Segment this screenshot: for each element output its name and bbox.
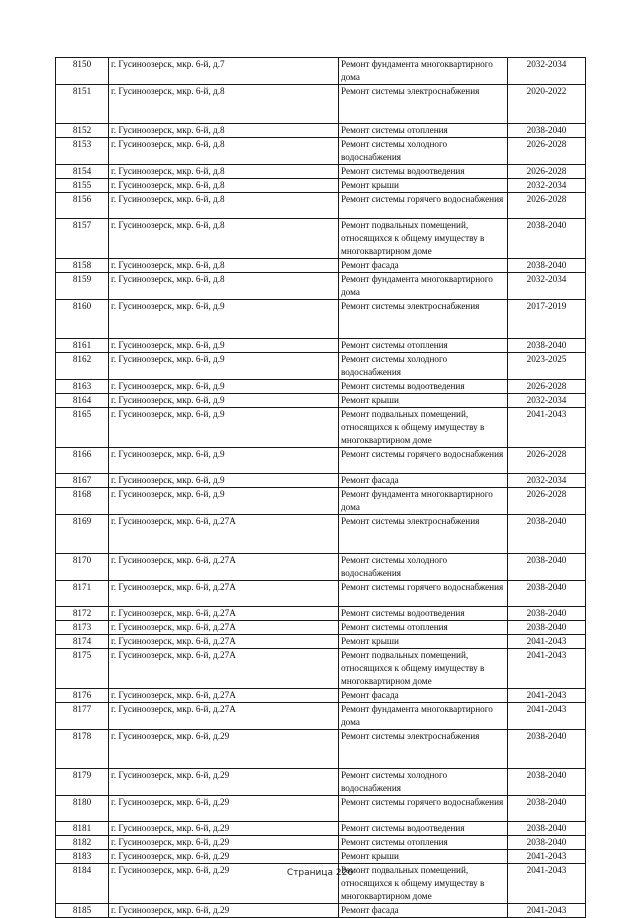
row-period: 2038-2040: [508, 124, 586, 138]
row-address: г. Гусиноозерск, мкр. 6-й, д.8: [109, 165, 339, 179]
row-address: г. Гусиноозерск, мкр. 6-й, д.9: [109, 448, 339, 474]
row-address: г. Гусиноозерск, мкр. 6-й, д.29: [109, 836, 339, 850]
row-address: г. Гусиноозерск, мкр. 6-й, д.8: [109, 259, 339, 273]
row-period: 2032-2034: [508, 474, 586, 488]
row-period: 2038-2040: [508, 339, 586, 353]
row-period: 2026-2028: [508, 165, 586, 179]
row-work-type: Ремонт системы холодного водоснабжения: [339, 353, 508, 380]
row-work-type: Ремонт системы горячего водоснабжения: [339, 581, 508, 607]
row-work-type: Ремонт системы холодного водоснабжения: [339, 769, 508, 796]
row-period: 2026-2028: [508, 138, 586, 165]
row-period: 2026-2028: [508, 448, 586, 474]
table-row: [56, 259, 586, 273]
row-period: 2038-2040: [508, 730, 586, 769]
row-work-type: Ремонт системы горячего водоснабжения: [339, 193, 508, 219]
row-address: г. Гусиноозерск, мкр. 6-й, д.9: [109, 353, 339, 380]
row-number: 8166: [56, 448, 109, 474]
row-number: 8171: [56, 581, 109, 607]
row-number: 8156: [56, 193, 109, 219]
row-work-type: Ремонт фундамента многоквартирного дома: [339, 488, 508, 515]
row-work-type: Ремонт подвальных помещений, относящихся к общему имуществу в многоквартирном доме: [339, 864, 508, 904]
row-period: 2041-2043: [508, 649, 586, 689]
row-work-type: Ремонт фасада: [339, 689, 508, 703]
row-number: 8168: [56, 488, 109, 515]
row-number: 8169: [56, 515, 109, 554]
row-address: г. Гусиноозерск, мкр. 6-й, д.29: [109, 769, 339, 796]
row-address: г. Гусиноозерск, мкр. 6-й, д.8: [109, 124, 339, 138]
row-number: 8165: [56, 408, 109, 448]
row-work-type: Ремонт системы отопления: [339, 621, 508, 635]
row-number: 8155: [56, 179, 109, 193]
row-number: 8153: [56, 138, 109, 165]
row-number: 8167: [56, 474, 109, 488]
row-address: г. Гусиноозерск, мкр. 6-й, д.27А: [109, 635, 339, 649]
row-period: 2041-2043: [508, 408, 586, 448]
row-address: г. Гусиноозерск, мкр. 6-й, д.27А: [109, 689, 339, 703]
table-row: [56, 769, 586, 796]
row-address: г. Гусиноозерск, мкр. 6-й, д.9: [109, 408, 339, 448]
row-work-type: Ремонт фасада: [339, 474, 508, 488]
row-number: 8163: [56, 380, 109, 394]
table-row: [56, 353, 586, 380]
table-row: [56, 649, 586, 689]
row-address: г. Гусиноозерск, мкр. 6-й, д.27А: [109, 515, 339, 554]
row-period: 2041-2043: [508, 635, 586, 649]
document-page: [55, 57, 585, 918]
table-row: [56, 850, 586, 864]
row-number: 8173: [56, 621, 109, 635]
row-period: 2041-2043: [508, 689, 586, 703]
row-number: 8162: [56, 353, 109, 380]
row-number: 8158: [56, 259, 109, 273]
table-row: [56, 124, 586, 138]
row-work-type: Ремонт системы горячего водоснабжения: [339, 796, 508, 822]
row-work-type: Ремонт системы электроснабжения: [339, 300, 508, 339]
row-work-type: Ремонт системы водоотведения: [339, 380, 508, 394]
row-period: 2038-2040: [508, 259, 586, 273]
row-address: г. Гусиноозерск, мкр. 6-й, д.29: [109, 822, 339, 836]
row-number: 8164: [56, 394, 109, 408]
table-row: [56, 581, 586, 607]
row-number: 8176: [56, 689, 109, 703]
row-number: 8178: [56, 730, 109, 769]
row-period: 2023-2025: [508, 353, 586, 380]
row-work-type: Ремонт системы отопления: [339, 124, 508, 138]
row-period: 2041-2043: [508, 703, 586, 730]
row-number: 8161: [56, 339, 109, 353]
row-address: г. Гусиноозерск, мкр. 6-й, д.8: [109, 193, 339, 219]
row-period: 2032-2034: [508, 58, 586, 85]
row-period: 2038-2040: [508, 621, 586, 635]
row-address: г. Гусиноозерск, мкр. 6-й, д.27А: [109, 607, 339, 621]
row-number: 8184: [56, 864, 109, 904]
row-number: 8150: [56, 58, 109, 85]
table-row: [56, 554, 586, 581]
row-address: г. Гусиноозерск, мкр. 6-й, д.8: [109, 138, 339, 165]
row-address: г. Гусиноозерск, мкр. 6-й, д.9: [109, 474, 339, 488]
table-row: [56, 474, 586, 488]
table-row: [56, 193, 586, 219]
table-row: [56, 179, 586, 193]
row-number: 8159: [56, 273, 109, 300]
row-number: 8179: [56, 769, 109, 796]
row-address: г. Гусиноозерск, мкр. 6-й, д.27А: [109, 554, 339, 581]
row-period: 2026-2028: [508, 380, 586, 394]
row-number: 8170: [56, 554, 109, 581]
table-row: [56, 488, 586, 515]
row-address: г. Гусиноозерск, мкр. 6-й, д.9: [109, 394, 339, 408]
row-work-type: Ремонт системы электроснабжения: [339, 85, 508, 124]
table-row: [56, 165, 586, 179]
table-row: [56, 822, 586, 836]
row-work-type: Ремонт системы холодного водоснабжения: [339, 554, 508, 581]
row-work-type: Ремонт крыши: [339, 394, 508, 408]
row-work-type: Ремонт системы горячего водоснабжения: [339, 448, 508, 474]
row-number: 8174: [56, 635, 109, 649]
row-number: 8183: [56, 850, 109, 864]
row-work-type: Ремонт системы водоотведения: [339, 607, 508, 621]
row-period: 2041-2043: [508, 850, 586, 864]
table-row: [56, 621, 586, 635]
row-address: г. Гусиноозерск, мкр. 6-й, д.27А: [109, 703, 339, 730]
row-work-type: Ремонт фундамента многоквартирного дома: [339, 703, 508, 730]
row-work-type: Ремонт подвальных помещений, относящихся к общему имуществу в многоквартирном доме: [339, 649, 508, 689]
row-number: 8151: [56, 85, 109, 124]
table-row: [56, 394, 586, 408]
row-work-type: Ремонт крыши: [339, 179, 508, 193]
table-row: [56, 836, 586, 850]
row-period: 2020-2022: [508, 85, 586, 124]
row-number: 8152: [56, 124, 109, 138]
row-address: г. Гусиноозерск, мкр. 6-й, д.29: [109, 864, 339, 904]
row-address: г. Гусиноозерск, мкр. 6-й, д.27А: [109, 581, 339, 607]
table-row: [56, 85, 586, 124]
table-row: [56, 515, 586, 554]
row-period: 2038-2040: [508, 822, 586, 836]
row-period: 2026-2028: [508, 488, 586, 515]
table-row: [56, 689, 586, 703]
row-work-type: Ремонт системы отопления: [339, 836, 508, 850]
table-row: [56, 703, 586, 730]
row-address: г. Гусиноозерск, мкр. 6-й, д.27А: [109, 621, 339, 635]
row-work-type: Ремонт системы электроснабжения: [339, 730, 508, 769]
row-number: 8154: [56, 165, 109, 179]
row-work-type: Ремонт фундамента многоквартирного дома: [339, 58, 508, 85]
row-address: г. Гусиноозерск, мкр. 6-й, д.9: [109, 380, 339, 394]
row-number: 8182: [56, 836, 109, 850]
row-work-type: Ремонт крыши: [339, 850, 508, 864]
row-work-type: Ремонт системы водоотведения: [339, 165, 508, 179]
row-period: 2032-2034: [508, 179, 586, 193]
row-period: 2038-2040: [508, 554, 586, 581]
row-address: г. Гусиноозерск, мкр. 6-й, д.9: [109, 488, 339, 515]
row-work-type: Ремонт фасада: [339, 904, 508, 918]
row-address: г. Гусиноозерск, мкр. 6-й, д.29: [109, 730, 339, 769]
row-work-type: Ремонт подвальных помещений, относящихся к общему имуществу в многоквартирном доме: [339, 219, 508, 259]
row-period: 2038-2040: [508, 581, 586, 607]
table-row: [56, 339, 586, 353]
row-period: 2026-2028: [508, 193, 586, 219]
table-row: [56, 730, 586, 769]
capital-repair-table: [55, 57, 586, 918]
row-address: г. Гусиноозерск, мкр. 6-й, д.8: [109, 179, 339, 193]
row-period: 2038-2040: [508, 515, 586, 554]
row-number: 8185: [56, 904, 109, 918]
row-period: 2038-2040: [508, 607, 586, 621]
row-address: г. Гусиноозерск, мкр. 6-й, д.29: [109, 796, 339, 822]
row-period: 2032-2034: [508, 273, 586, 300]
row-period: 2041-2043: [508, 904, 586, 918]
page-number: Страница 226: [286, 868, 354, 878]
row-work-type: Ремонт системы холодного водоснабжения: [339, 138, 508, 165]
row-work-type: Ремонт фасада: [339, 259, 508, 273]
table-row: [56, 300, 586, 339]
row-address: г. Гусиноозерск, мкр. 6-й, д.27А: [109, 649, 339, 689]
table-row: [56, 219, 586, 259]
row-address: г. Гусиноозерск, мкр. 6-й, д.8: [109, 273, 339, 300]
table-row: [56, 635, 586, 649]
row-address: г. Гусиноозерск, мкр. 6-й, д.29: [109, 850, 339, 864]
row-address: г. Гусиноозерск, мкр. 6-й, д.8: [109, 219, 339, 259]
row-address: г. Гусиноозерск, мкр. 6-й, д.29: [109, 904, 339, 918]
table-body: [56, 58, 586, 918]
table-row: [56, 408, 586, 448]
row-period: 2038-2040: [508, 796, 586, 822]
row-work-type: Ремонт системы отопления: [339, 339, 508, 353]
table-row: [56, 273, 586, 300]
table-row: [56, 58, 586, 85]
row-work-type: Ремонт системы водоотведения: [339, 822, 508, 836]
row-address: г. Гусиноозерск, мкр. 6-й, д.7: [109, 58, 339, 85]
row-period: 2038-2040: [508, 769, 586, 796]
table-row: [56, 380, 586, 394]
row-number: 8160: [56, 300, 109, 339]
row-period: 2041-2043: [508, 864, 586, 904]
row-work-type: Ремонт системы электроснабжения: [339, 515, 508, 554]
row-work-type: Ремонт подвальных помещений, относящихся к общему имуществу в многоквартирном доме: [339, 408, 508, 448]
row-address: г. Гусиноозерск, мкр. 6-й, д.9: [109, 339, 339, 353]
row-period: 2038-2040: [508, 836, 586, 850]
table-row: [56, 448, 586, 474]
row-address: г. Гусиноозерск, мкр. 6-й, д.8: [109, 85, 339, 124]
row-number: 8180: [56, 796, 109, 822]
row-work-type: Ремонт крыши: [339, 635, 508, 649]
table-row: [56, 138, 586, 165]
row-number: 8172: [56, 607, 109, 621]
row-period: 2032-2034: [508, 394, 586, 408]
table-row: [56, 796, 586, 822]
row-period: 2038-2040: [508, 219, 586, 259]
row-number: 8175: [56, 649, 109, 689]
row-number: 8157: [56, 219, 109, 259]
row-work-type: Ремонт фундамента многоквартирного дома: [339, 273, 508, 300]
row-address: г. Гусиноозерск, мкр. 6-й, д.9: [109, 300, 339, 339]
row-period: 2017-2019: [508, 300, 586, 339]
row-number: 8181: [56, 822, 109, 836]
table-row: [56, 607, 586, 621]
table-row: [56, 904, 586, 918]
row-number: 8177: [56, 703, 109, 730]
